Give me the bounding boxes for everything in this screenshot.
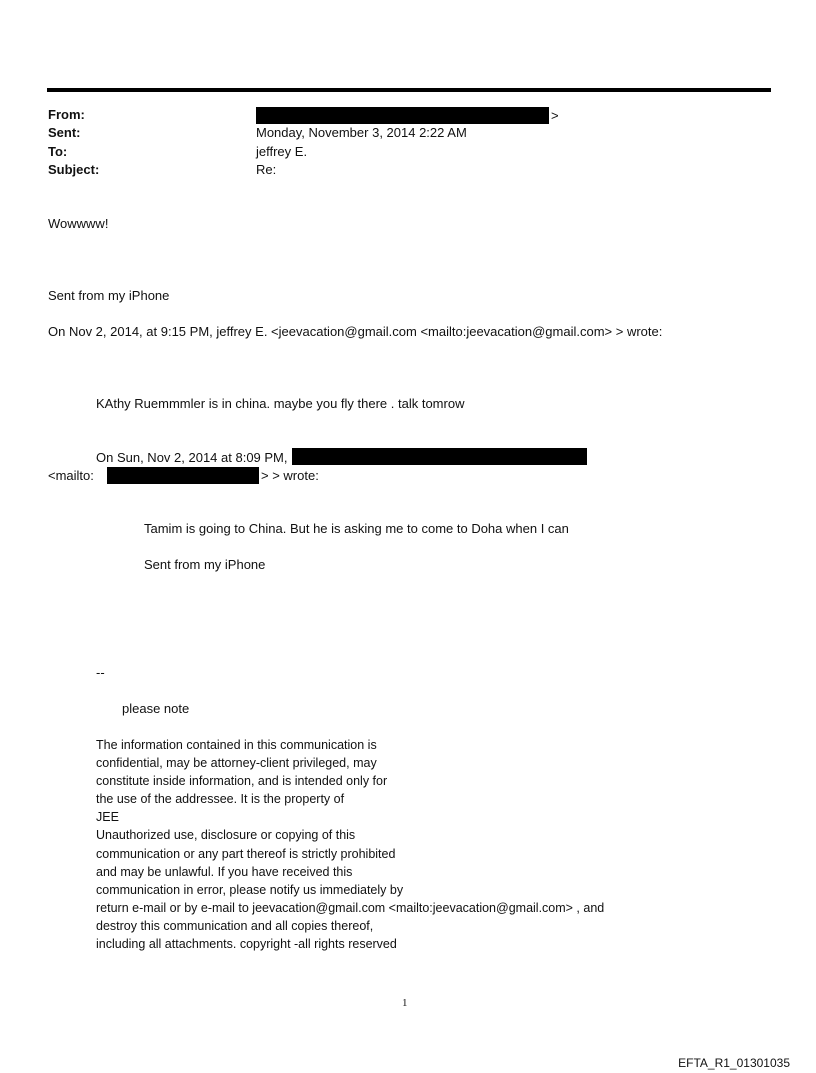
reply-text: Wowwww! (48, 216, 109, 231)
quote-intro: On Nov 2, 2014, at 9:15 PM, jeffrey E. <jeevacation@gmail.com <mailto:jeevacation@gmail.com> > wrote: (48, 324, 663, 339)
disclaimer-line: return e-mail or by e-mail to jeevacation@gmail.com <mailto:jeevacation@gmail.com> , and (96, 900, 605, 915)
please-note: please note (122, 701, 190, 716)
nested-mailto-redaction (107, 467, 259, 484)
disclaimer-line: including all attachments. copyright -all rights reserved (96, 937, 397, 952)
from-redaction (256, 107, 549, 124)
disclaimer-line: the use of the addressee. It is the property of (96, 792, 345, 807)
disclaimer-line: destroy this communication and all copies thereof, (96, 918, 374, 933)
from-suffix: > (551, 108, 559, 123)
from-label: From: (48, 107, 85, 122)
disclaimer-line: and may be unlawful. If you have received this (96, 864, 353, 879)
disclaimer (96, 736, 604, 953)
disclaimer-line: confidential, may be attorney-client privileged, may (96, 756, 377, 771)
to-value: jeffrey E. (256, 144, 308, 159)
disclaimer-line: communication in error, please notify us immediately by (96, 882, 404, 897)
disclaimer-line: JEE (96, 810, 119, 825)
signature-separator: -- (96, 665, 105, 680)
nested-intro-suffix: > > wrote: (261, 468, 319, 483)
header-rule (47, 88, 771, 92)
disclaimer-line: Unauthorized use, disclosure or copying of this (96, 828, 356, 843)
nested-signature: Sent from my iPhone (144, 557, 266, 572)
disclaimer-line: communication or any part thereof is strictly prohibited (96, 846, 396, 861)
disclaimer-line: The information contained in this communication is (96, 738, 377, 752)
sent-value: Monday, November 3, 2014 2:22 AM (256, 125, 467, 140)
page-number: 1 (402, 997, 408, 1009)
disclaimer-line: constitute inside information, and is intended only for (96, 774, 388, 789)
subject-label: Subject: (48, 162, 100, 177)
nested-sender-redaction (292, 448, 587, 465)
subject-value: Re: (256, 162, 277, 177)
nested-intro-mailto: <mailto: (48, 468, 94, 483)
nested-intro-line1: On Sun, Nov 2, 2014 at 8:09 PM, (96, 450, 288, 465)
document-id: EFTA_R1_01301035 (678, 1056, 790, 1070)
quote-text: KAthy Ruemmmler is in china. maybe you fly there . talk tomrow (96, 396, 465, 411)
to-label: To: (48, 144, 68, 159)
sent-label: Sent: (48, 125, 81, 140)
reply-signature: Sent from my iPhone (48, 288, 170, 303)
nested-text: Tamim is going to China. But he is asking me to come to Doha when I can (144, 521, 569, 536)
